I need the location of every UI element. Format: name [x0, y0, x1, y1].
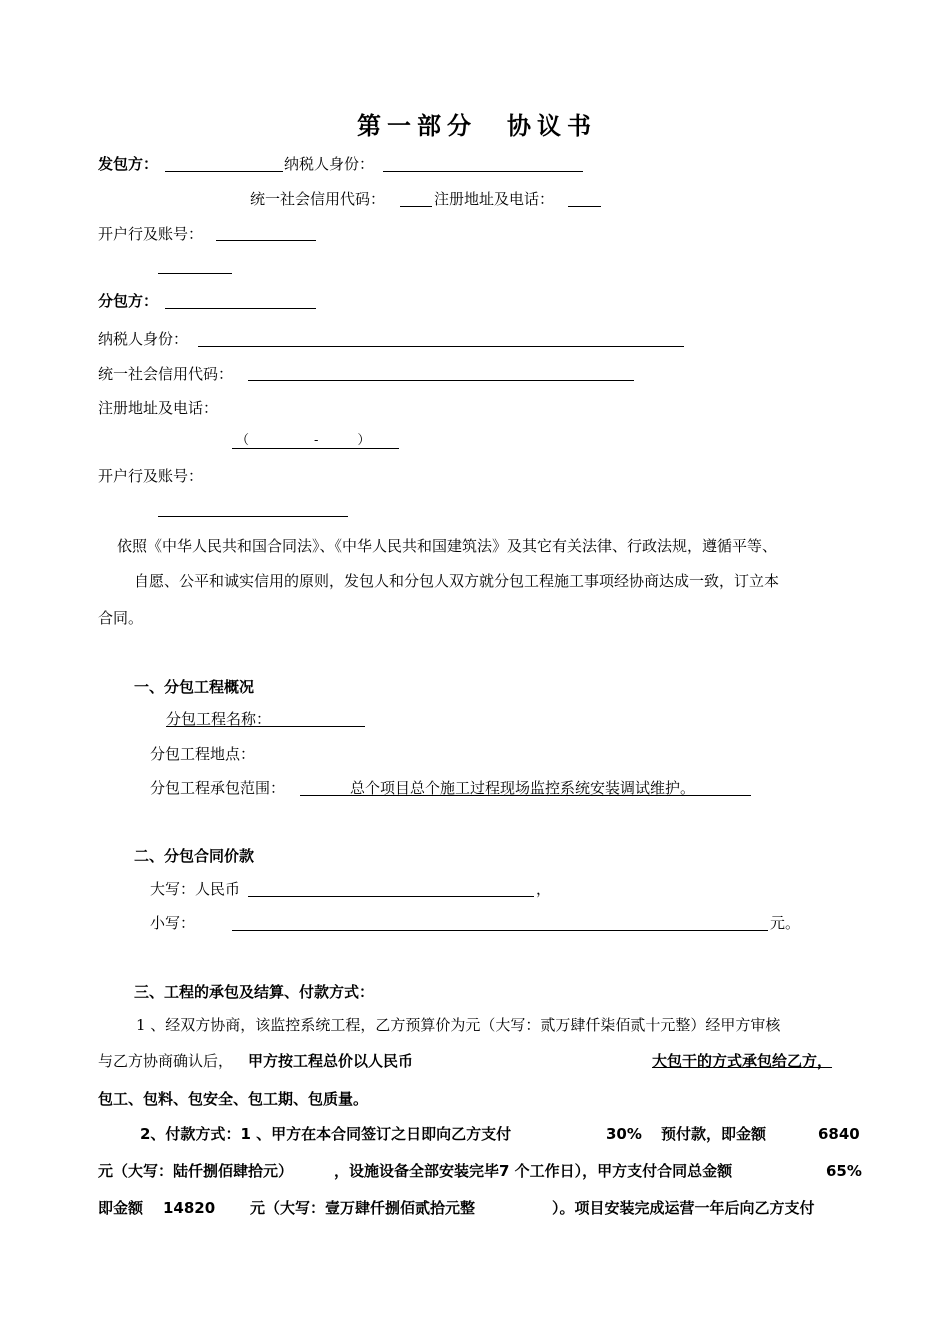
section3-p2-line3a: 即金额 [98, 1199, 144, 1217]
page-title: 第一部分 协议书 [357, 112, 597, 140]
contractor-bank-label: 开户行及账号： [98, 225, 204, 243]
section3-p2-line1c: 预付款，即金额 [661, 1125, 767, 1143]
section1-name-blank[interactable] [166, 726, 365, 727]
section1-scope-label: 分包工程承包范围： [150, 779, 286, 797]
subcontractor-taxpayer-blank[interactable] [198, 346, 684, 347]
subcontractor-label: 分包方： [98, 292, 159, 310]
section3-p2-line2b: ，设施设备全部安装完毕7 个工作日），甲方支付合同总金额 [334, 1162, 733, 1180]
section2-upper-suffix: ， [536, 880, 552, 898]
section3-p2-line3d: ）。项目安装完成运营一年后向乙方支付 [552, 1199, 815, 1217]
section3-p2-line3b: 14820 [163, 1199, 216, 1217]
section3-p1-line2a: 与乙方协商确认后， [98, 1052, 234, 1070]
subcontractor-phone-placeholder: （ - ） [236, 433, 371, 448]
contractor-name-blank[interactable] [165, 171, 283, 172]
contractor-bank-blank[interactable] [216, 240, 316, 241]
section3-p2-line1b: 30% [606, 1125, 642, 1143]
contractor-credit-code-label: 统一社会信用代码： [250, 190, 386, 208]
section3-p1-line1: 1 、经双方协商，该监控系统工程，乙方预算价为元（大写：贰万肆仟柒佰贰十元整）经甲方审核 [136, 1016, 781, 1034]
section1-heading: 一、分包工程概况 [134, 678, 255, 696]
subcontractor-phone-blank[interactable] [232, 448, 399, 449]
section2-lower-blank[interactable] [232, 930, 768, 931]
preamble-line-3: 合同。 [98, 609, 144, 627]
preamble-line-2: 自愿、公平和诚实信用的原则，发包人和分包人双方就分包工程施工事项经协商达成一致，订立本 [134, 572, 780, 590]
subcontractor-credit-code-blank[interactable] [248, 380, 634, 381]
section3-p1-line2b: 甲方按工程总价以人民币 [248, 1052, 414, 1070]
contractor-taxpayer-blank[interactable] [383, 171, 583, 172]
preamble-line-1: 依照《中华人民共和国合同法》、《中华人民共和国建筑法》及其它有关法律、行政法规，遵循平等、 [117, 537, 778, 555]
contractor-credit-code-blank[interactable] [400, 206, 432, 207]
section2-lower-suffix: 元。 [770, 914, 801, 932]
section1-location-label: 分包工程地点： [150, 745, 256, 763]
section3-p2-line3c: 元（大写：壹万肆仟捌佰贰拾元整 [250, 1199, 476, 1217]
section3-p1-line2c: 大包干的方式承包给乙方， [652, 1052, 833, 1070]
subcontractor-bank-blank[interactable] [158, 516, 348, 517]
section2-heading: 二、分包合同价款 [134, 847, 255, 865]
section3-heading: 三、工程的承包及结算、付款方式： [134, 983, 375, 1001]
section3-p2-line1a: 2、付款方式：1 、甲方在本合同签订之日即向乙方支付 [140, 1125, 512, 1143]
section1-name-label: 分包工程名称： [166, 710, 272, 728]
subcontractor-credit-code-label: 统一社会信用代码： [98, 365, 234, 383]
subcontractor-address-label: 注册地址及电话： [98, 399, 219, 417]
contractor-taxpayer-label: 纳税人身份： [284, 155, 375, 173]
section2-lower-label: 小写： [150, 914, 196, 932]
subcontractor-taxpayer-label: 纳税人身份： [98, 330, 189, 348]
section3-p2-line2a: 元（大写：陆仟捌佰肆拾元） [98, 1162, 294, 1180]
contractor-address-label: 注册地址及电话： [434, 190, 555, 208]
contractor-label: 发包方： [98, 155, 159, 173]
section1-scope-value: 总个项目总个施工过程现场监控系统安装调试维护。 [350, 779, 696, 797]
section3-p2-line1d: 6840 [818, 1125, 860, 1143]
contractor-bank-blank-2[interactable] [158, 273, 232, 274]
section3-p2-line2c: 65% [826, 1162, 862, 1180]
section2-upper-label: 大写：人民币 [150, 880, 241, 898]
subcontractor-name-blank[interactable] [165, 308, 316, 309]
subcontractor-bank-label: 开户行及账号： [98, 467, 204, 485]
section3-p1-line3: 包工、包料、包安全、包工期、包质量。 [98, 1090, 369, 1108]
section2-upper-blank[interactable] [248, 896, 534, 897]
contractor-address-blank[interactable] [568, 206, 601, 207]
